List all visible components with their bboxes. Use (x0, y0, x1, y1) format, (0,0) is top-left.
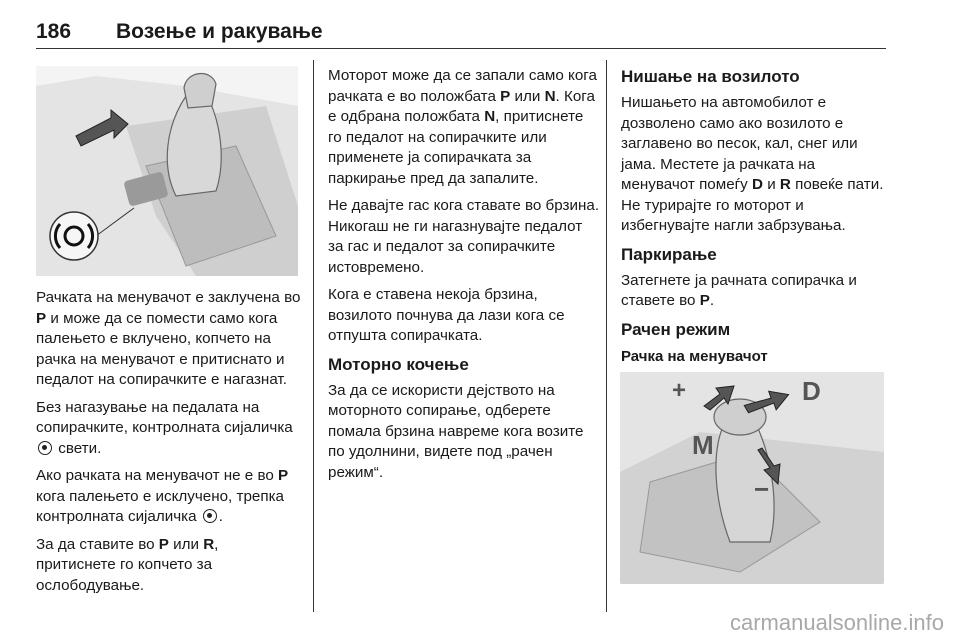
paragraph: Нишањето на автомобилот е дозволено само ако возилото е заглавено во песок, кал, снег или јама. Местете ја рачката на менувачот помеѓу D и R повеќе пати. Не турирајте го моторот и избегнувајте нагли забрзувања. (621, 94, 884, 234)
header-rule (36, 48, 886, 49)
gear-selector-illustration (36, 66, 298, 276)
page-header (36, 20, 886, 50)
paragraph: Затегнете ја рачната сопирачка и ставете во P. (621, 271, 857, 309)
brake-warning-icon (38, 441, 52, 455)
paragraph: За да се искористи дејството на моторното сопирање, одберете помала брзина навреме кога возите по удолнини, видете под „рачен режим“. (328, 381, 584, 481)
column-divider-1 (313, 60, 314, 612)
paragraph: Не давајте гас кога ставате во брзина. Никогаш не ги нагазнувајте педалот за гас и педалот за сопирачките истовремено. (328, 197, 600, 276)
page-number: 186 (36, 20, 72, 43)
paragraph: Без нагазување на педалата на сопирачките, контролната сијаличка свети. (36, 398, 293, 457)
section-heading: Паркирање (621, 244, 717, 264)
manual-label: M (692, 430, 714, 460)
section-heading: Моторно кочење (328, 354, 469, 374)
chapter-title: Возење и ракување (116, 20, 323, 43)
paragraph: Кога е ставена некоја брзина, возилото почнува да лази кога се отпушта сопирачката. (328, 286, 565, 344)
paragraph: Ако рачката на менувачот не е во P кога палењето е исклучено, трепка контролната сијаличка . (36, 467, 289, 525)
section-heading: Рачен режим (621, 319, 731, 339)
column-1 (36, 288, 302, 603)
watermark: carmanualsonline.info (729, 610, 944, 635)
column-3 (621, 66, 885, 373)
minus-label: − (754, 474, 770, 504)
section-heading: Нишање на возилото (621, 67, 800, 86)
manual-mode-lever-illustration (620, 372, 884, 584)
drive-label: D (802, 376, 821, 406)
plus-label: + (672, 377, 687, 404)
sub-heading: Рачка на менувачот (621, 347, 768, 365)
column-2 (328, 66, 600, 490)
paragraph: Моторот може да се запали само кога рачката е во положбата P или N. Кога е одбрана положбата N, притиснете го педалот на сопирачките или применете ја сопирачката за паркирање пред да запалите. (328, 67, 597, 187)
column-divider-2 (606, 60, 607, 612)
paragraph: За да ставите во P или R, притиснете го копчето за ослободување. (36, 535, 219, 594)
paragraph: Рачката на менувачот е заклучена во P и може да се помести само кога палењето е вклучено, копчето на рачка на менувачот е притиснато и педалот на сопирачките е нагазнат. (36, 289, 301, 388)
brake-warning-icon (203, 509, 217, 523)
